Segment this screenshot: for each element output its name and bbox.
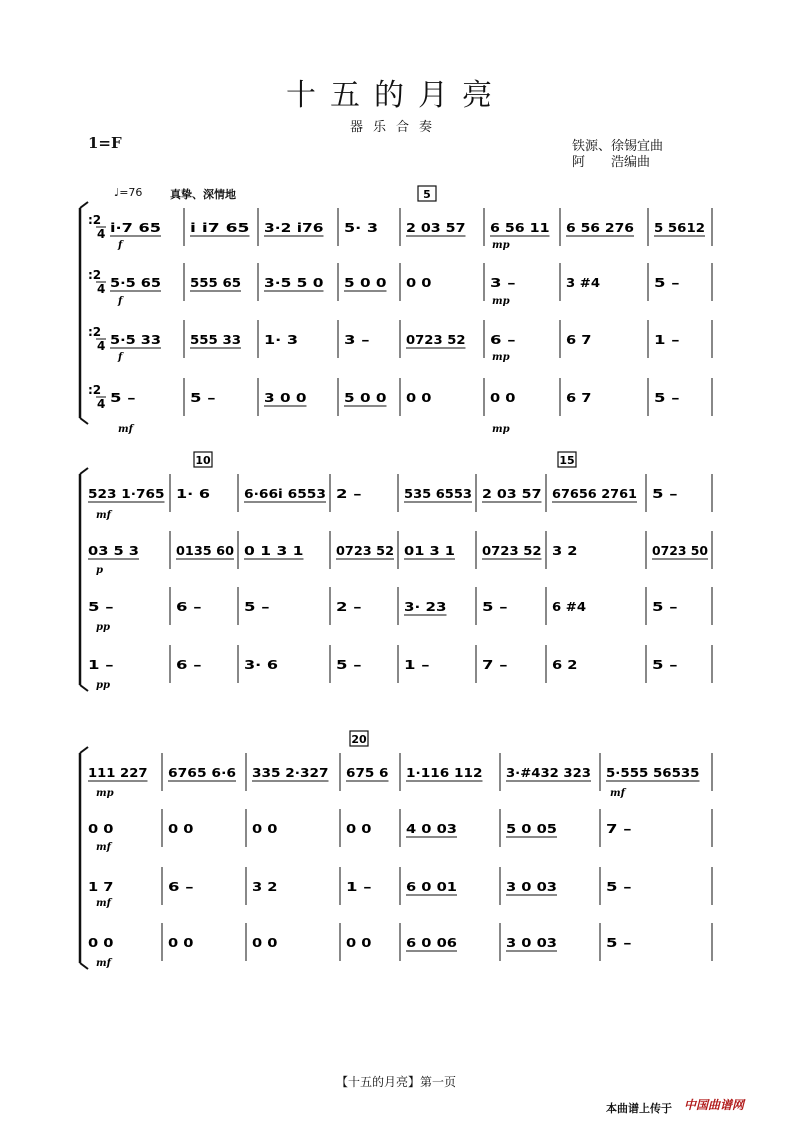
measure-notes: 7 – [606,822,632,836]
measure-notes: 0 0 [346,936,372,950]
measure-notes: 03 5 3 [88,544,139,558]
measure-notes: 0 0 [88,822,114,836]
measure-notes: i i7 65 [190,221,250,235]
bracket-hook-bottom [80,685,88,691]
time-signature-bottom: 4 [97,339,106,353]
dynamic-marking: pp [96,680,110,691]
measure-notes: 5 0 0 [344,276,387,290]
measure-notes: 6 0 06 [406,936,457,950]
measure-notes: 5· 3 [344,221,378,235]
dynamic-marking: f [118,240,123,251]
measure-notes: 5 – [652,600,678,614]
dynamic-marking: mp [96,788,114,799]
measure-notes: i·7 65 [110,221,161,235]
page-footer: 【十五的月亮】第一页 [335,1075,456,1089]
measure-notes: 1 – [88,658,114,672]
composer-credit: 铁源、徐锡宜曲 [572,139,664,154]
measure-notes: 0135 60 [176,544,234,558]
measure-notes: 3·#432 323 [506,766,591,780]
measure-notes: 1· 3 [264,333,298,347]
dynamic-marking: mp [492,240,510,251]
measure-notes: 6 7 [566,391,592,405]
measure-notes: 0 0 [406,391,432,405]
bracket-hook-top [80,202,88,208]
measure-notes: 0 0 [168,822,194,836]
time-signature-top: :2 [88,268,102,282]
measure-notes: 3 #4 [566,276,600,290]
dynamic-marking: mf [96,898,111,909]
measure-notes: 5·5 33 [110,333,161,347]
measure-notes: 111 227 [88,766,148,780]
measure-notes: 3 0 0 [264,391,307,405]
measure-notes: 3 2 [552,544,578,558]
measure-notes: 335 2·327 [252,766,329,780]
measure-notes: 0723 50 [652,544,708,558]
measure-notes: 5 – [606,936,632,950]
key-signature: 1=F [88,134,122,152]
measure-notes: 6765 6·6 [168,766,236,780]
page-subtitle: 器乐合奏 [349,120,442,135]
measure-notes: 3 0 03 [506,936,557,950]
measure-notes: 555 65 [190,276,241,290]
measure-notes: 6 0 01 [406,880,457,894]
measure-notes: 3·5 5 0 [264,276,324,290]
measure-notes: 5 – [244,600,270,614]
measure-notes: 0 0 [252,936,278,950]
measure-notes: 523 1·765 [88,487,165,501]
measure-notes: 0 1 3 1 [244,544,304,558]
measure-number: 20 [351,733,367,746]
measure-notes: 6 2 [552,658,578,672]
measure-number: 10 [195,454,211,467]
measure-notes: 5 – [88,600,114,614]
measure-notes: 4 0 03 [406,822,457,836]
dynamic-marking: f [118,352,123,363]
measure-notes: 2 – [336,600,362,614]
measure-notes: 5 – [482,600,508,614]
measure-notes: 1 – [404,658,430,672]
measure-notes: 5 0 0 [344,391,387,405]
measure-notes: 6 – [490,333,516,347]
measure-notes: 3 2 [252,880,278,894]
tempo-marking: ♩=76 [114,186,143,199]
measure-notes: 6 56 11 [490,221,550,235]
dynamic-marking: mp [492,352,510,363]
measure-notes: 6 7 [566,333,592,347]
measure-notes: 5 – [190,391,216,405]
measure-notes: 1· 6 [176,487,210,501]
dynamic-marking: f [118,296,123,307]
dynamic-marking: mp [492,424,510,435]
measure-notes: 5 – [652,487,678,501]
measure-notes: 2 03 57 [406,221,466,235]
page-title: 十五的月亮 [286,78,506,113]
measure-notes: 5·5 65 [110,276,161,290]
bracket-hook-bottom [80,418,88,424]
measure-notes: 5 – [654,391,680,405]
upload-note: 本曲谱上传于 [606,1102,672,1115]
measure-notes: 0 0 [490,391,516,405]
dynamic-marking: mf [96,842,111,853]
expression-marking: 真挚、深情地 [170,188,236,201]
measure-notes: 2 – [336,487,362,501]
measure-notes: 0723 52 [336,544,394,558]
measure-notes: 3 – [490,276,516,290]
measure-notes: 6 56 276 [566,221,634,235]
measure-notes: 1 7 [88,880,114,894]
measure-notes: 0 0 [168,936,194,950]
time-signature-bottom: 4 [97,227,106,241]
measure-notes: 1·116 112 [406,766,483,780]
measure-notes: 3·2 i76 [264,221,324,235]
time-signature-top: :2 [88,325,102,339]
measure-notes: 5 – [606,880,632,894]
measure-number: 5 [423,188,431,201]
dynamic-marking: p [96,565,103,576]
measure-notes: 6·66i 6553 [244,487,326,501]
measure-number: 15 [559,454,575,467]
arranger-credit: 阿 浩编曲 [572,155,651,170]
measure-notes: 6 #4 [552,600,586,614]
time-signature-bottom: 4 [97,397,106,411]
dynamic-marking: mf [610,788,625,799]
measure-notes: 555 33 [190,333,241,347]
measure-notes: 3· 6 [244,658,278,672]
measure-notes: 0 0 [252,822,278,836]
measure-notes: 5 5612 [654,221,705,235]
bracket-hook-top [80,747,88,753]
site-logo: 中国曲谱网 [684,1098,745,1112]
measure-notes: 5 0 05 [506,822,557,836]
time-signature-top: :2 [88,383,102,397]
dynamic-marking: pp [96,622,110,633]
measure-notes: 675 6 [346,766,389,780]
measure-notes: 2 03 57 [482,487,542,501]
measure-notes: 6 – [168,880,194,894]
dynamic-marking: mf [96,510,111,521]
measure-notes: 5 – [336,658,362,672]
bracket-hook-top [80,468,88,474]
bracket-hook-bottom [80,963,88,969]
dynamic-marking: mf [96,958,111,969]
measure-notes: 5 – [110,391,136,405]
dynamic-marking: mf [118,424,133,435]
measure-notes: 0723 52 [482,544,542,558]
measure-notes: 3· 23 [404,600,447,614]
dynamic-marking: mp [492,296,510,307]
measure-notes: 0 0 [346,822,372,836]
measure-notes: 3 – [344,333,370,347]
measure-notes: 6 – [176,600,202,614]
measure-notes: 5 – [654,276,680,290]
measure-notes: 5 – [652,658,678,672]
measure-notes: 5·555 56535 [606,766,700,780]
measure-notes: 1 – [654,333,680,347]
measure-notes: 3 0 03 [506,880,557,894]
time-signature-bottom: 4 [97,282,106,296]
measure-notes: 7 – [482,658,508,672]
measure-notes: 0 0 [406,276,432,290]
measure-notes: 6 – [176,658,202,672]
measure-notes: 0 0 [88,936,114,950]
measure-notes: 1 – [346,880,372,894]
time-signature-top: :2 [88,213,102,227]
measure-notes: 535 6553 [404,487,472,501]
measure-notes: 67656 2761 [552,487,637,501]
measure-notes: 01 3 1 [404,544,455,558]
measure-notes: 0723 52 [406,333,466,347]
